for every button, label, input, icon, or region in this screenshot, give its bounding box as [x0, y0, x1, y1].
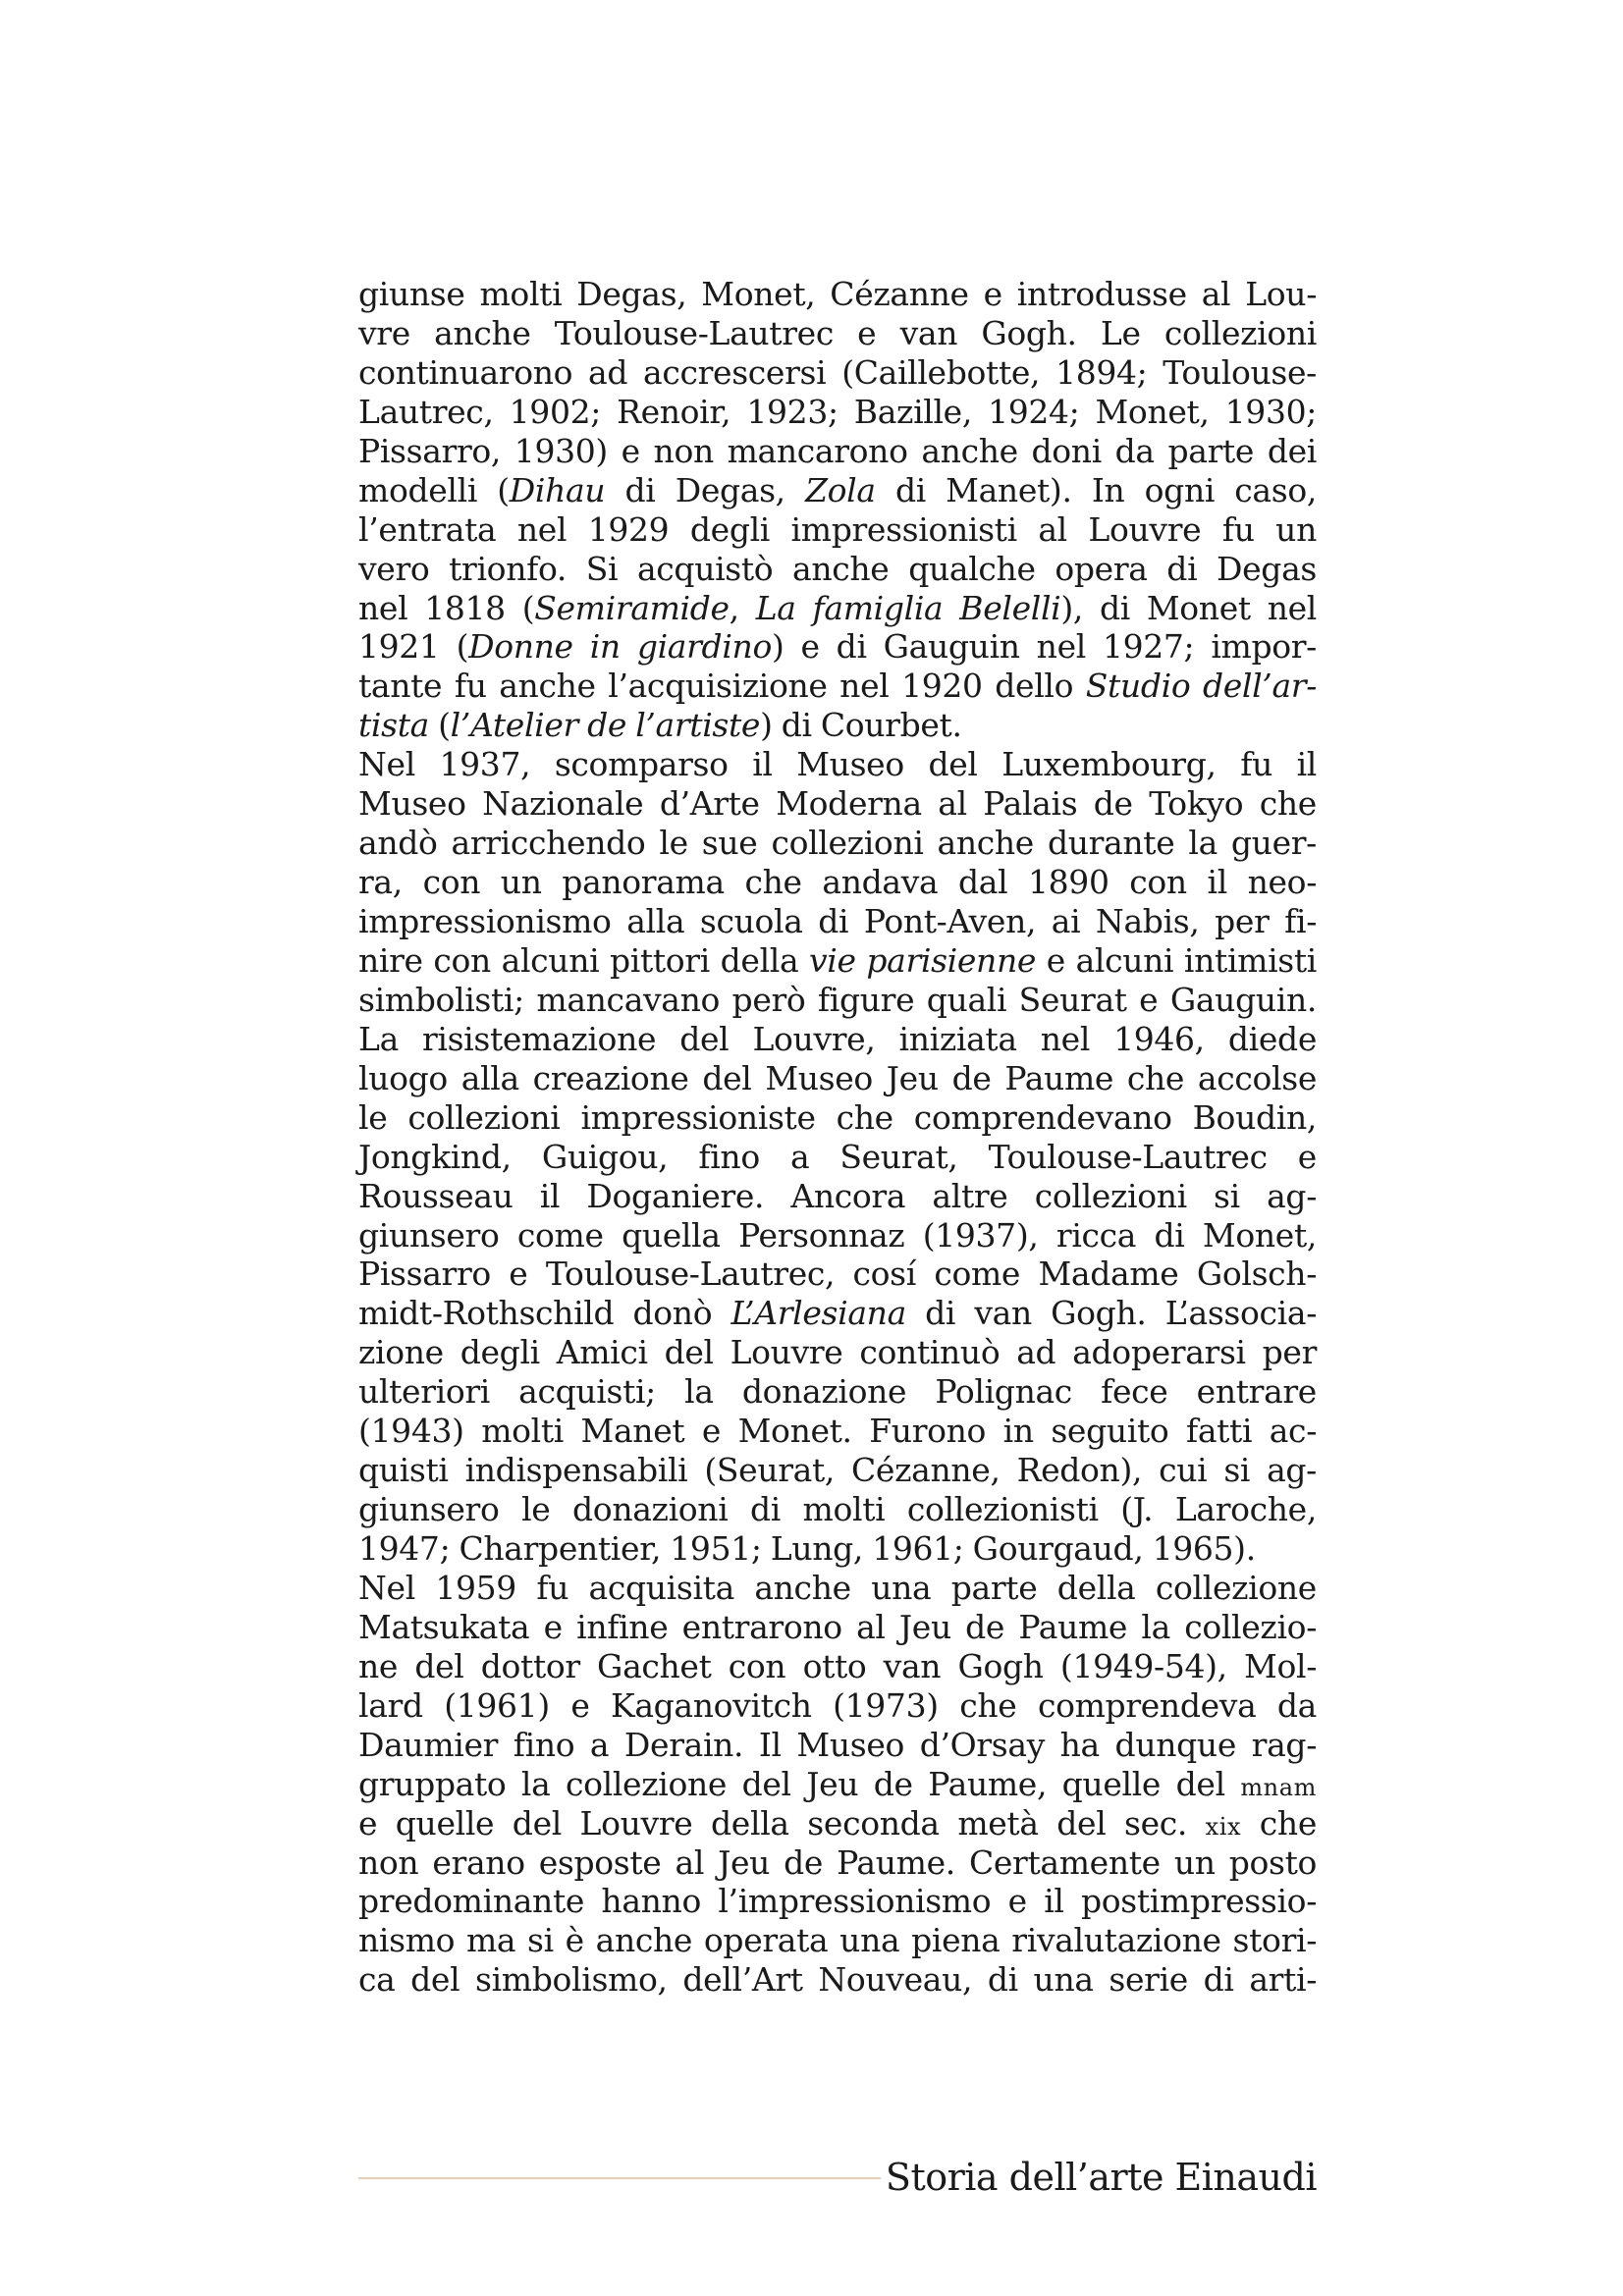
text-line: gruppato la collezione del Jeu de Paume, quelle del mnam	[358, 1764, 1317, 1803]
footer-rule	[358, 2177, 881, 2179]
body-text	[358, 275, 1317, 2000]
text-line: Pissarro, 1930) e non mancarono anche doni da parte dei	[358, 431, 1317, 470]
text-line: giunse molti Degas, Monet, Cézanne e introdusse al Lou-	[358, 275, 1317, 313]
text-line: continuarono ad accrescersi (Caillebotte, 1894; Toulouse-	[358, 352, 1317, 392]
text-line: Pissarro e Toulouse-Lautrec, cosí come Madame Golsch-	[358, 1255, 1317, 1294]
text-line: impressionismo alla scuola di Pont-Aven, ai Nabis, per fi-	[358, 902, 1317, 940]
text-line: Jongkind, Guigou, fino a Seurat, Toulouse-Lautrec e	[358, 1137, 1317, 1176]
italic-title: l’Atelier de l’artiste	[450, 706, 761, 745]
text-line: Nel 1959 fu acquisita anche una parte della collezione	[358, 1568, 1317, 1607]
text-line: vero trionfo. Si acquistò anche qualche opera di Degas	[358, 549, 1317, 588]
text-line: ra, con un panorama che andava dal 1890 con il neo-	[358, 863, 1317, 902]
text-line: Daumier fino a Derain. Il Museo d’Orsay ha dunque rag-	[358, 1725, 1317, 1764]
small-caps-acronym: mnam	[1240, 1773, 1317, 1801]
italic-title: Donne in giardino	[468, 627, 772, 667]
text-line: Rousseau il Doganiere. Ancora altre collezioni si ag-	[358, 1176, 1317, 1215]
text-line: ne del dottor Gachet con otto van Gogh (1949-54), Mol-	[358, 1646, 1317, 1685]
text-line: 1947; Charpentier, 1951; Lung, 1961; Gourgaud, 1965).	[358, 1529, 1256, 1568]
text-line: le collezioni impressioniste che comprendevano Boudin,	[358, 1097, 1317, 1137]
text-line: nire con alcuni pittori della vie parisienne e alcuni intimisti	[358, 940, 1317, 980]
text-line: luogo alla creazione del Museo Jeu de Paume che accolse	[358, 1058, 1317, 1097]
text-line: Museo Nazionale d’Arte Moderna al Palais de Tokyo che	[358, 784, 1317, 824]
text-line: (1943) molti Manet e Monet. Furono in seguito fatti ac-	[358, 1412, 1317, 1451]
italic-title: vie parisienne	[808, 940, 1037, 980]
text-line: La risistemazione del Louvre, iniziata nel 1946, diede	[358, 1019, 1317, 1058]
text-line: giunsero come quella Personnaz (1937), ricca di Monet,	[358, 1215, 1317, 1255]
italic-title: Semiramide	[534, 588, 730, 627]
text-line: zione degli Amici del Louvre continuò ad adoperarsi per	[358, 1333, 1317, 1372]
text-line: andò arricchendo le sue collezioni anche durante la guer-	[358, 824, 1317, 863]
page-footer	[358, 2156, 1317, 2199]
italic-title: Dihau	[509, 470, 606, 509]
text-line: ulteriori acquisti; la donazione Polignac fece entrare	[358, 1372, 1317, 1412]
italic-title: tista	[358, 706, 429, 745]
text-line: nel 1818 (Semiramide, La famiglia Belelli), di Monet nel	[358, 588, 1317, 627]
text-line: l’entrata nel 1929 degli impressionisti al Louvre fu un	[358, 509, 1317, 549]
text-line: Lautrec, 1902; Renoir, 1923; Bazille, 1924; Monet, 1930;	[358, 392, 1317, 431]
small-caps-numeral: xix	[1205, 1812, 1242, 1841]
text-line: midt-Rothschild donò L’Arlesiana di van Gogh. L’associa-	[358, 1294, 1317, 1333]
text-line: vre anche Toulouse-Lautrec e van Gogh. Le collezioni	[358, 313, 1317, 352]
text-line: tante fu anche l’acquisizione nel 1920 dello Studio dell’ar-	[358, 667, 1317, 706]
text-line: modelli (Dihau di Degas, Zola di Manet). In ogni caso,	[358, 470, 1317, 509]
italic-title: Zola	[805, 470, 876, 509]
footer-title: Storia dell’arte Einaudi	[885, 2156, 1317, 2199]
text-line: nismo ma si è anche operata una piena rivalutazione stori-	[358, 1921, 1317, 1960]
text-line: Matsukata e infine entrarono al Jeu de Paume la collezio-	[358, 1607, 1317, 1646]
italic-title: L’Arlesiana	[730, 1294, 906, 1333]
italic-title: La famiglia Belelli	[755, 588, 1061, 627]
text-line: giunsero le donazioni di molti collezionisti (J. Laroche,	[358, 1490, 1317, 1529]
text-line: lard (1961) e Kaganovitch (1973) che comprendeva da	[358, 1685, 1317, 1725]
text-line: simbolisti; mancavano però figure quali Seurat e Gauguin.	[358, 980, 1317, 1019]
text-line: e quelle del Louvre della seconda metà del sec. xix che	[358, 1803, 1317, 1842]
text-line: predominante hanno l’impressionismo e il postimpressio-	[358, 1882, 1317, 1921]
text-line: 1921 (Donne in giardino) e di Gauguin nel 1927; impor-	[358, 627, 1317, 667]
text-line: non erano esposte al Jeu de Paume. Certamente un posto	[358, 1842, 1317, 1882]
text-line: Nel 1937, scomparso il Museo del Luxembourg, fu il	[358, 745, 1317, 784]
italic-title: Studio dell’ar-	[1085, 667, 1317, 706]
text-line: quisti indispensabili (Seurat, Cézanne, Redon), cui si ag-	[358, 1451, 1317, 1490]
text-line: ca del simbolismo, dell’Art Nouveau, di una serie di arti-	[358, 1960, 1317, 2000]
text-line: tista (l’Atelier de l’artiste) di Courbet.	[358, 706, 962, 745]
